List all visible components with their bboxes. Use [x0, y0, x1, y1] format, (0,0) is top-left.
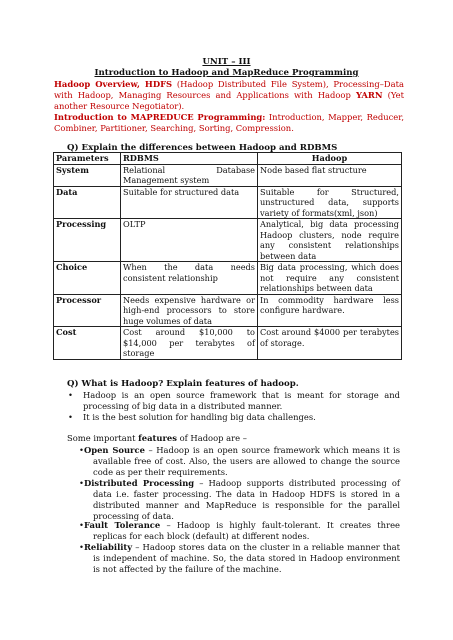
row-rdbms: Suitable for structured data	[121, 186, 258, 219]
intro-yarn-text: (Yet another Resource Negotiator).	[54, 90, 404, 111]
row-rdbms: Needs expensive hardware or high-end processors to store huge volumes of data	[121, 294, 258, 327]
row-param: Cost	[54, 327, 121, 360]
table-row	[54, 164, 402, 186]
features-intro	[67, 433, 247, 443]
row-param: System	[54, 164, 121, 186]
feature-name: Reliability	[83, 542, 133, 552]
header-hadoop: Hadoop	[258, 153, 402, 165]
intro-overview-text: (Hadoop Distributed File System), Processing–Data with Hadoop, Managing Resources and Applications with Hadoop	[54, 79, 404, 100]
intro-mapreduce-head: Introduction to MAPREDUCE Programming:	[54, 112, 266, 122]
bullet-icon: •	[68, 390, 73, 400]
row-rdbms: Relational Database Management system	[121, 164, 258, 186]
features-intro-pre: Some important	[67, 433, 139, 443]
row-hadoop: Cost around $4000 per terabytes of storage.	[258, 327, 402, 360]
features-intro-post: of Hadoop are –	[176, 433, 247, 443]
feature-item	[79, 520, 400, 542]
row-rdbms: When the data needs consistent relationship	[121, 262, 258, 295]
feature-name: Fault Tolerance	[83, 520, 161, 530]
feature-text: – Hadoop is an open source framework which means it is available free of cost. Also, the users are allowed to change the source code as per their requirements.	[93, 445, 400, 477]
row-hadoop: Suitable for Structured, unstructured data, supports variety of formats(xml, json)	[258, 186, 402, 219]
bullet-text: It is the best solution for handling big data challenges.	[83, 412, 316, 422]
feature-item	[79, 445, 400, 478]
table-row	[54, 186, 402, 219]
feature-bullet-icon: •	[79, 478, 84, 488]
feature-name: Open Source	[83, 445, 145, 455]
row-rdbms: OLTP	[121, 219, 258, 262]
chapter-title: Introduction to Hadoop and MapReduce Programming	[94, 68, 359, 78]
list-item	[68, 412, 400, 423]
feature-text: – Hadoop stores data on the cluster in a reliable manner that is independent of machine. So, the data stored in Hadoop environment is not affected by the failure of the machine.	[93, 542, 400, 574]
feature-name: Distributed Processing	[83, 478, 195, 488]
row-hadoop: Big data processing, which does not require any consistent relationships between data	[258, 262, 402, 295]
feature-bullet-icon: •	[79, 520, 84, 530]
question-differences: Q) Explain the differences between Hadoop and RDBMS	[67, 143, 338, 153]
row-param: Processing	[54, 219, 121, 262]
bullet-icon: •	[68, 412, 73, 422]
row-rdbms: Cost around $10,000 to $14,000 per terabytes of storage	[121, 327, 258, 360]
bullet-text: Hadoop is an open source framework that is meant for storage and processing of big data in a distributed manner.	[83, 390, 400, 411]
row-hadoop: In commodity hardware less configure hardware.	[258, 294, 402, 327]
feature-bullet-icon: •	[79, 542, 84, 552]
feature-text: – Hadoop is highly fault-tolerant. It creates three replicas for each block (default) at different nodes.	[93, 520, 400, 541]
feature-item	[79, 478, 400, 522]
table-header-row	[54, 153, 402, 165]
feature-text: – Hadoop supports distributed processing of data i.e. faster processing. The data in Hadoop HDFS is stored in a distributed manner and MapReduce is responsible for the parallel processing of data.	[93, 478, 400, 521]
table-row	[54, 262, 402, 295]
feature-bullet-icon: •	[79, 445, 84, 455]
row-param: Choice	[54, 262, 121, 295]
row-hadoop: Analytical, big data processing Hadoop clusters, node require any consistent relationships between data	[258, 219, 402, 262]
feature-item	[79, 542, 400, 575]
table-row	[54, 294, 402, 327]
intro-mapreduce-text: Introduction, Mapper, Reducer, Combiner, Partitioner, Searching, Sorting, Compression.	[54, 112, 404, 133]
question-what-is-hadoop: Q) What is Hadoop? Explain features of hadoop.	[67, 379, 299, 389]
row-param: Processor	[54, 294, 121, 327]
intro-overview	[54, 79, 404, 112]
comparison-table	[53, 152, 402, 360]
intro-yarn: YARN	[355, 90, 383, 100]
header-parameters: Parameters	[54, 153, 121, 165]
intro-overview-head: Hadoop Overview, HDFS	[54, 79, 173, 89]
features-intro-bold: features	[138, 433, 177, 443]
unit-heading: UNIT – III	[202, 57, 251, 67]
table-row	[54, 327, 402, 360]
header-rdbms: RDBMS	[121, 153, 258, 165]
row-param: Data	[54, 186, 121, 219]
row-hadoop: Node based flat structure	[258, 164, 402, 186]
intro-mapreduce	[54, 112, 404, 134]
list-item	[68, 390, 400, 412]
table-row	[54, 219, 402, 262]
